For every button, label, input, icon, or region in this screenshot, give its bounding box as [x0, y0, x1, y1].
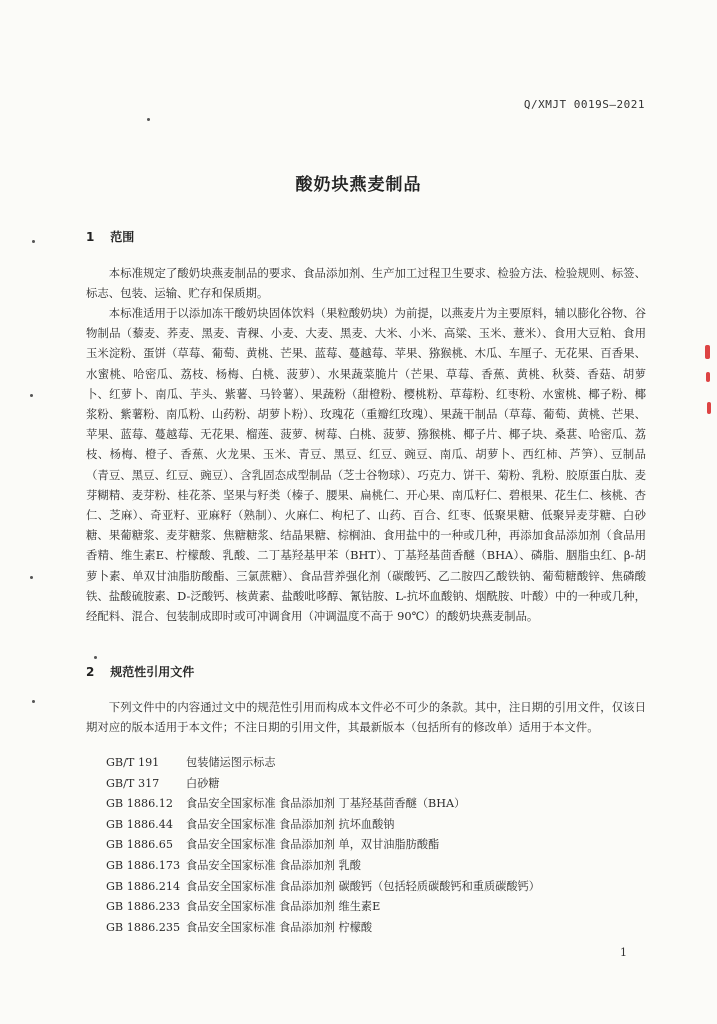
reference-title: 食品安全国家标准 食品添加剂 乳酸 — [186, 858, 361, 872]
reference-code: GB/T 317 — [106, 776, 160, 790]
reference-item — [106, 877, 646, 898]
section-2-heading — [86, 663, 194, 680]
reference-code: GB 1886.233 — [106, 900, 181, 914]
section-2-title: 规范性引用文件 — [110, 665, 195, 679]
document-title: 酸奶块燕麦制品 — [295, 175, 422, 195]
reference-item — [106, 774, 646, 795]
reference-item — [106, 794, 646, 815]
reference-code: GB 1886.44 — [106, 817, 173, 831]
reference-code: GB 1886.12 — [106, 797, 173, 811]
reference-title: 食品安全国家标准 食品添加剂 碳酸钙（包括轻质碳酸钙和重质碳酸钙） — [186, 879, 540, 893]
scan-speck — [94, 656, 97, 659]
reference-item — [106, 815, 646, 836]
section-1-paragraph-2: 本标准适用于以添加冻干酸奶块固体饮料（果粒酸奶块）为前提，以燕麦片为主要原料，辅以膨化谷物、谷物制品（藜麦、荞麦、黑麦、青稞、小麦、大麦、黑麦、大米、小米、高粱、玉米、薏米）、食用大豆粕、食用玉米淀粉、蛋饼（草莓、葡萄、黄桃、芒果、蓝莓、蔓越莓、苹果、猕猴桃、木瓜、车厘子、无花果、百香果、水蜜桃、哈密瓜、荔枝、杨梅、白桃、菠萝）、水果蔬菜脆片（芒果、草莓、香蕉、黄桃、秋葵、香菇、胡萝卜、红萝卜、南瓜、芋头、紫薯、马铃薯）、果蔬粉（甜橙粉、樱桃粉、草莓粉、红枣粉、水蜜桃、椰子粉、椰浆粉、紫薯粉、南瓜粉、山药粉、胡萝卜粉）、玫瑰花（重瓣红玫瑰）、果蔬干制品（草莓、葡萄、黄桃、芒果、苹果、蓝莓、蔓越莓、无花果、榴莲、菠萝、树莓、白桃、菠萝、猕猴桃、椰子片、椰子块、桑葚、哈密瓜、荔枝、杨梅、橙子、香蕉、火龙果、玉米、青豆、黑豆、红豆、豌豆、南瓜、胡萝卜、西红柿、芦笋）、豆制品（青豆、黑豆、红豆、豌豆）、含乳固态成型制品（芝士谷物球）、巧克力、饼干、菊粉、乳粉、胶原蛋白肽、麦芽糊精、麦芽粉、桂花茶、坚果与籽类（榛子、腰果、扁桃仁、开心果、南瓜籽仁、碧根果、花生仁、核桃、杏仁、芝麻）、奇亚籽、亚麻籽（熟制）、火麻仁、枸杞了、山药、百合、红枣、低聚果糖、低聚异麦芽糖、白砂糖、果葡糖浆、麦芽糖浆、焦糖糖浆、结晶果糖、棕榈油、食用盐中的一种或几种，再添加食品添加剂（食品用香精、维生素E、柠檬酸、乳酸、二丁基羟基甲苯（BHT）、丁基羟基茴香醚（BHA）、磷脂、胭脂虫红、β-胡萝卜素、单双甘油脂肪酸酯、三氯蔗糖）、食品营养强化剂（碳酸钙、乙二胺四乙酸铁钠、葡萄糖酸锌、焦磷酸铁、盐酸硫胺素、D-泛酸钙、核黄素、盐酸吡哆醇、氰钴胺、L-抗坏血酸钠、烟酰胺、叶酸）中的一种或几种，经配料、混合、包装制成即时或可冲调食用（冲调温度不高于 90℃）的酸奶块燕麦制品。 — [86, 306, 646, 624]
reference-code: GB 1886.65 — [106, 838, 173, 852]
section-1-paragraph-1: 本标准规定了酸奶块燕麦制品的要求、食品添加剂、生产加工过程卫生要求、检验方法、检验规则、标签、标志、包装、运输、贮存和保质期。 — [86, 266, 646, 301]
reference-code: GB 1886.214 — [106, 879, 181, 893]
binding-mark — [707, 402, 711, 414]
section-1-title: 范围 — [110, 230, 135, 244]
reference-code: GB/T 191 — [106, 756, 160, 769]
reference-title: 食品安全国家标准 食品添加剂 维生素E — [186, 900, 381, 914]
section-2-number: 2 — [86, 665, 95, 679]
section-1-number: 1 — [86, 230, 95, 244]
scan-speck — [30, 576, 33, 579]
reference-item — [106, 856, 646, 877]
reference-item — [106, 918, 646, 939]
reference-title: 食品安全国家标准 食品添加剂 抗坏血酸钠 — [186, 817, 395, 831]
reference-title: 白砂糖 — [186, 776, 220, 790]
reference-title: 食品安全国家标准 食品添加剂 丁基羟基茴香醚（BHA） — [186, 797, 466, 811]
binding-mark — [706, 372, 710, 382]
reference-item — [106, 835, 646, 856]
reference-code: GB 1886.173 — [106, 858, 181, 872]
reference-list — [106, 753, 646, 938]
scan-speck — [32, 240, 35, 243]
page-number: 1 — [620, 946, 627, 959]
reference-item — [106, 753, 646, 774]
reference-title: 食品安全国家标准 食品添加剂 单，双甘油脂肪酸酯 — [186, 838, 440, 852]
scan-speck — [30, 394, 33, 397]
reference-title: 食品安全国家标准 食品添加剂 柠檬酸 — [186, 920, 373, 934]
reference-item — [106, 897, 646, 918]
scan-speck — [147, 118, 150, 121]
reference-title: 包装储运图示标志 — [186, 756, 276, 769]
section-1-heading — [86, 228, 134, 245]
scan-speck — [32, 700, 35, 703]
reference-code: GB 1886.235 — [106, 920, 181, 934]
binding-mark — [705, 345, 710, 359]
section-2-paragraph-1: 下列文件中的内容通过文中的规范性引用而构成本文件必不可少的条款。其中，注日期的引用文件，仅该日期对应的版本适用于本文件；不注日期的引用文件，其最新版本（包括所有的修改单）适用于本文件。 — [86, 700, 646, 735]
standard-number: Q/XMJT 0019S—2021 — [523, 98, 645, 111]
